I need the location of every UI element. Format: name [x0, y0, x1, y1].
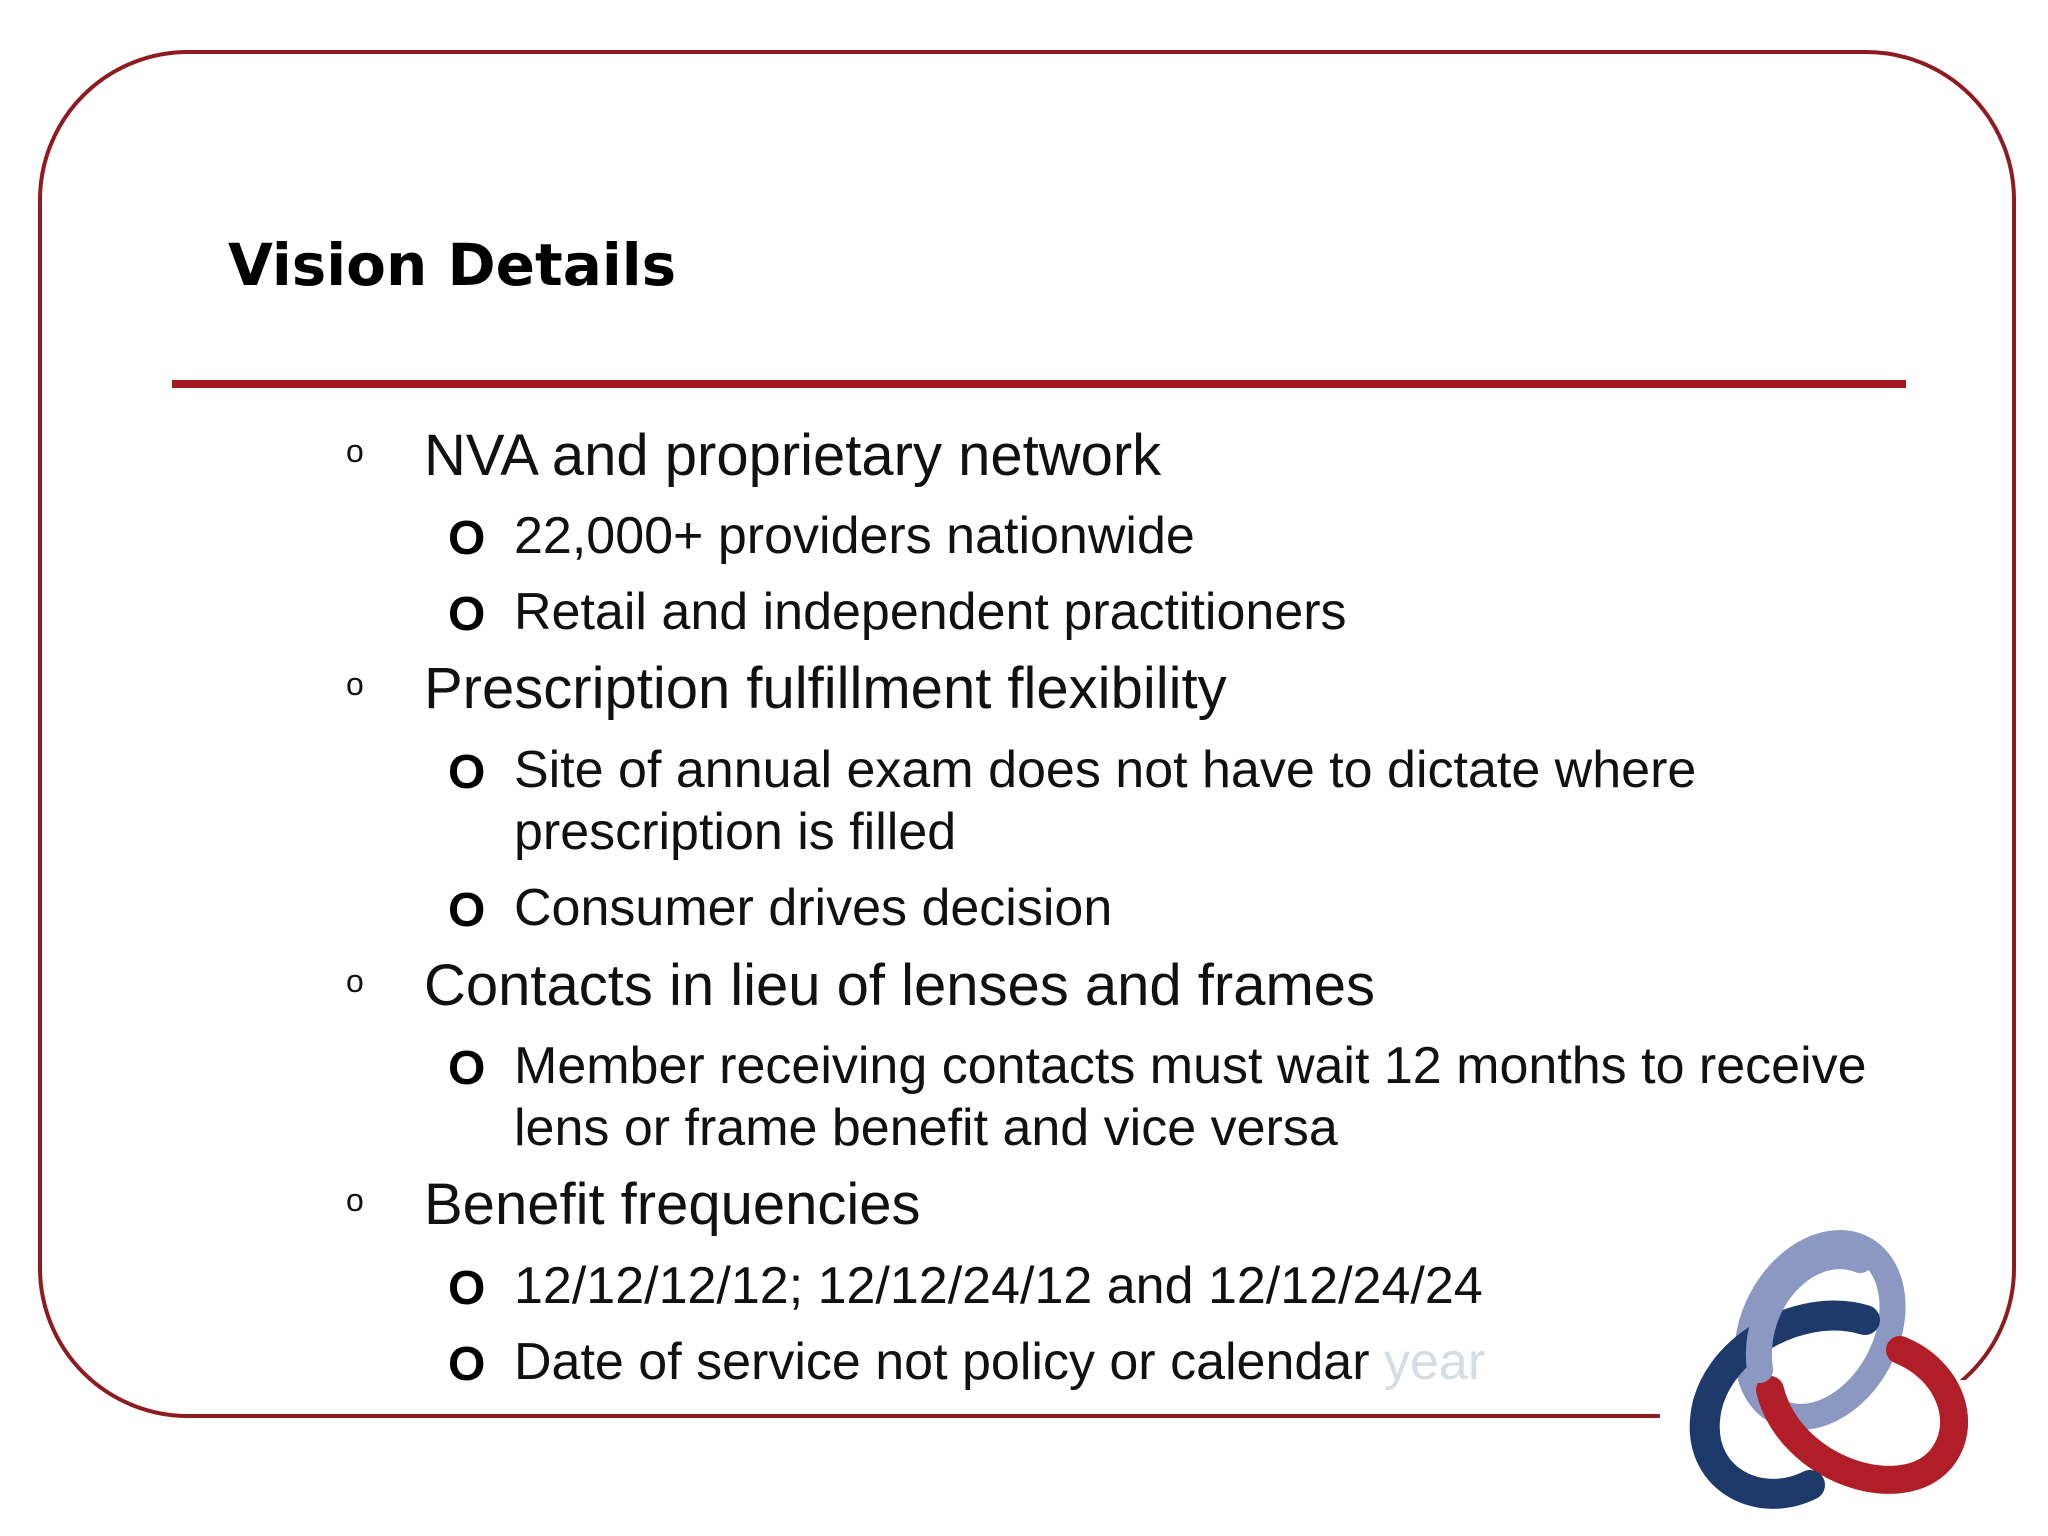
sub-list-item	[448, 505, 1914, 567]
sub-list-item	[448, 1035, 1914, 1159]
sub-list-item	[448, 877, 1914, 939]
sub-bullet-marker: O	[448, 1262, 486, 1315]
sub-list-item-text: Site of annual exam does not have to dictate where prescription is filled	[514, 741, 1697, 861]
bullet-marker: o	[346, 433, 364, 469]
bullet-marker: o	[346, 1182, 364, 1218]
sub-list-item-text: 22,000+ providers nationwide	[514, 507, 1195, 565]
list-item	[346, 953, 1376, 1018]
sub-bullet-marker: O	[448, 884, 486, 937]
sub-list-item-text: Member receiving contacts must wait 12 months to receive lens or frame benefit and vice versa	[514, 1037, 1867, 1157]
list-item	[346, 1172, 921, 1237]
bullet-marker: o	[346, 666, 364, 702]
list-item-text: NVA and proprietary network	[424, 423, 1162, 488]
slide-title: Vision Details	[228, 231, 677, 299]
sub-list-item-text: Date of service not policy or calendar	[514, 1333, 1370, 1391]
sub-bullet-marker: O	[448, 588, 486, 641]
bullet-marker: o	[346, 963, 364, 999]
faded-text: year	[1384, 1333, 1486, 1391]
list-item	[346, 423, 1162, 488]
sub-list-item-text: Consumer drives decision	[514, 879, 1113, 937]
list-item	[346, 656, 1227, 721]
sub-bullet-marker: O	[448, 746, 486, 799]
interlocking-rings-logo	[1650, 1220, 1980, 1520]
sub-bullet-marker: O	[448, 1338, 486, 1391]
sub-list-item-text: Retail and independent practitioners	[514, 583, 1347, 641]
list-item-text: Prescription fulfillment flexibility	[424, 656, 1227, 721]
list-item-text: Benefit frequencies	[424, 1172, 921, 1237]
sub-bullet-marker: O	[448, 512, 486, 565]
sub-list-item-text: 12/12/12/12; 12/12/24/12 and 12/12/24/24	[514, 1257, 1483, 1315]
list-item-text: Contacts in lieu of lenses and frames	[424, 953, 1376, 1018]
sub-list-item	[448, 581, 1914, 643]
sub-list-item	[448, 739, 1914, 863]
sub-bullet-marker: O	[448, 1042, 486, 1095]
